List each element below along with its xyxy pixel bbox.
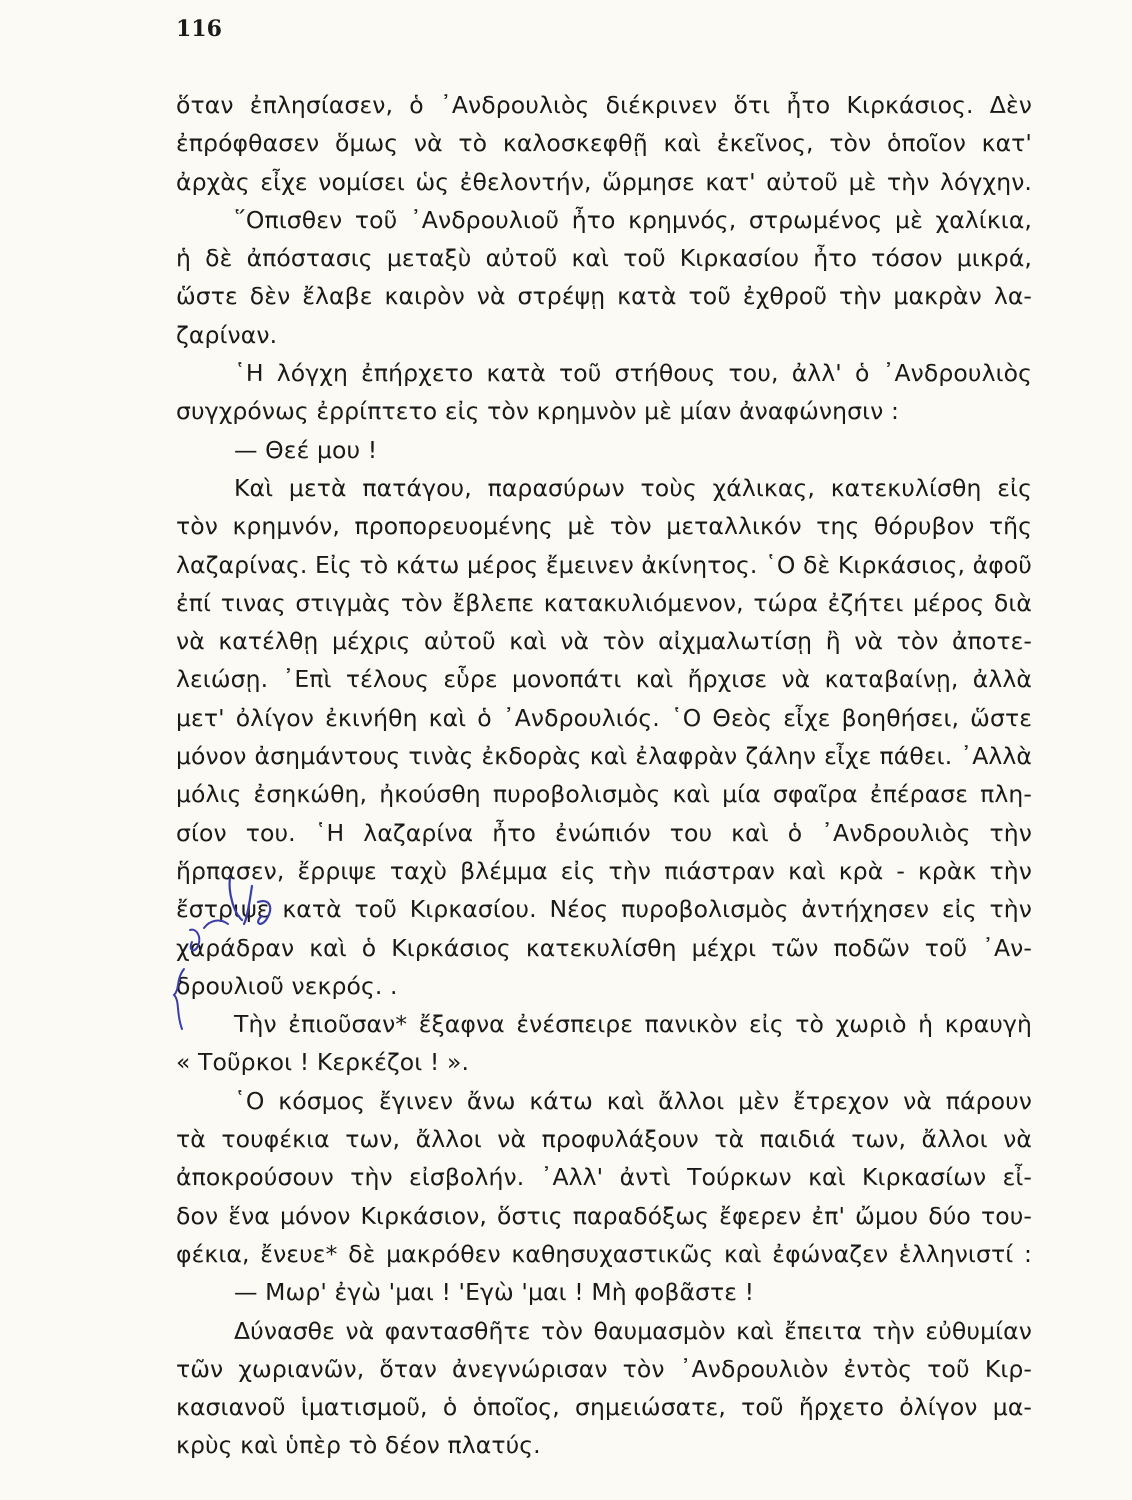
text-line: Τὴν ἐπιοῦσαν* ἔξαφνα ἐνέσπειρε πανικὸν εἰς τὸ χωριὸ ἡ κραυγὴ bbox=[234, 1010, 1032, 1039]
text-line: ῾Ο κόσμος ἔγινεν ἄνω κάτω καὶ ἄλλοι μὲν ἔτρεχον νὰ πάρουν bbox=[234, 1086, 1032, 1115]
text-line: κασιανοῦ ἱματισμοῦ, ὁ ὁποῖος, σημειώσατε, τοῦ ἤρχετο ὀλίγον μα- bbox=[176, 1393, 1032, 1422]
text-line: ἀρχὰς εἶχε νομίσει ὡς ἐθελοντήν, ὥρμησε κατ' αὐτοῦ μὲ τὴν λόγχην. bbox=[176, 167, 1032, 196]
text-line: δον ἕνα μόνον Κιρκάσιον, ὅστις παραδόξως ἔφερεν ἐπ' ὤμου δύο του- bbox=[176, 1201, 1032, 1230]
text-line: τῶν χωριανῶν, ὅταν ἀνεγνώρισαν τὸν ᾿Ανδρουλιὸν ἐντὸς τοῦ Κιρ- bbox=[176, 1354, 1032, 1383]
text-line: ἔστριψε κατὰ τοῦ Κιρκασίου. Νέος πυροβολισμὸς ἀντήχησεν εἰς τὴν bbox=[176, 895, 1032, 924]
text-line: χαράδραν καὶ ὁ Κιρκάσιος κατεκυλίσθη μέχρι τῶν ποδῶν τοῦ ᾿Αν- bbox=[176, 933, 1032, 962]
text-line: « Τοῦρκοι ! Κερκέζοι ! ». bbox=[176, 1048, 470, 1077]
text-line: μετ' ὀλίγον ἐκινήθη καὶ ὁ ᾿Ανδρουλιός. ῾Ο Θεὸς εἶχε βοηθήσει, ὥστε bbox=[176, 703, 1032, 732]
text-line: ῾Η λόγχη ἐπήρχετο κατὰ τοῦ στήθους του, ἀλλ' ὁ ᾿Ανδρουλιὸς bbox=[234, 359, 1032, 388]
text-line: κρὺς καὶ ὑπὲρ τὸ δέον πλατύς. bbox=[176, 1431, 541, 1460]
text-line: ῞Οπισθεν τοῦ ᾿Ανδρουλιοῦ ἦτο κρημνός, στρωμένος μὲ χαλίκια, bbox=[234, 205, 1032, 234]
text-line: λαζαρίνας. Εἰς τὸ κάτω μέρος ἔμεινεν ἀκίνητος. ῾Ο δὲ Κιρκάσιος, ἀφοῦ bbox=[176, 550, 1032, 579]
text-line: — Θεέ μου ! bbox=[234, 435, 378, 464]
text-line: Καὶ μετὰ πατάγου, παρασύρων τοὺς χάλικας, κατεκυλίσθη εἰς bbox=[234, 473, 1032, 502]
text-line: ἥρπασεν, ἔρριψε ταχὺ βλέμμα εἰς τὴν πιάστραν καὶ κρὰ - κρὰκ τὴν bbox=[176, 856, 1032, 885]
text-line: μόλις ἐσηκώθη, ἠκούσθη πυροβολισμὸς καὶ μία σφαῖρα ἐπέρασε πλη- bbox=[176, 780, 1032, 809]
text-line: ὅταν ἐπλησίασεν, ὁ ᾿Ανδρουλιὸς διέκρινεν ὅτι ἦτο Κιρκάσιος. Δὲν bbox=[176, 91, 1032, 119]
text-line: τὰ τουφέκια των, ἄλλοι νὰ προφυλάξουν τὰ παιδιά των, ἄλλοι νὰ bbox=[176, 1125, 1032, 1154]
text-line: νὰ κατέλθῃ μέχρις αὐτοῦ καὶ νὰ τὸν αἰχμαλωτίσῃ ἢ νὰ τὸν ἀποτε- bbox=[176, 627, 1032, 656]
text-line: συγχρόνως ἐρρίπτετο εἰς τὸν κρημνὸν μὲ μίαν ἀναφώνησιν : bbox=[176, 397, 899, 426]
page-number: 116 bbox=[176, 16, 222, 42]
text-line: ζαρίναν. bbox=[176, 320, 278, 349]
text-line: ἐπρόφθασεν ὅμως νὰ τὸ καλοσκεφθῇ καὶ ἐκεῖνος, τὸν ὁποῖον κατ' bbox=[176, 129, 1032, 158]
text-line: ἡ δὲ ἀπόστασις μεταξὺ αὐτοῦ καὶ τοῦ Κιρκασίου ἦτο τόσον μικρά, bbox=[176, 244, 1032, 273]
text-line: — Μωρ' ἐγὼ 'μαι ! 'Εγὼ 'μαι ! Μὴ φοβᾶστε ! bbox=[234, 1278, 755, 1307]
text-line: δρουλιοῦ νεκρός. . bbox=[176, 971, 398, 1000]
text-line: μόνον ἀσημάντους τινὰς ἐκδορὰς καὶ ἐλαφρὰν ζάλην εἶχε πάθει. ᾿Αλλὰ bbox=[176, 742, 1032, 771]
text-line: ἀποκρούσουν τὴν εἰσβολήν. ᾿Αλλ' ἀντὶ Τούρκων καὶ Κιρκασίων εἶ- bbox=[176, 1163, 1032, 1192]
text-line: λειώσῃ. ᾿Επὶ τέλους εὗρε μονοπάτι καὶ ἤρχισε νὰ καταβαίνῃ, ἀλλὰ bbox=[176, 665, 1032, 694]
text-line: φέκια, ἔνευε* δὲ μακρόθεν καθησυχαστικῶς καὶ ἐφώναζεν ἑλληνιστί : bbox=[176, 1239, 1032, 1268]
text-line: ὥστε δὲν ἔλαβε καιρὸν νὰ στρέψῃ κατὰ τοῦ ἐχθροῦ τὴν μακρὰν λα- bbox=[176, 282, 1032, 311]
body-text bbox=[176, 86, 1032, 1465]
text-line: ἐπί τινας στιγμὰς τὸν ἔβλεπε κατακυλιόμενον, τώρα ἐζήτει μέρος διὰ bbox=[176, 588, 1032, 617]
text-line: τὸν κρημνόν, προπορευομένης μὲ τὸν μεταλλικόν της θόρυβον τῆς bbox=[176, 512, 1032, 541]
text-line: Δύνασθε νὰ φαντασθῆτε τὸν θαυμασμὸν καὶ ἔπειτα τὴν εὐθυμίαν bbox=[234, 1316, 1032, 1345]
text-line: σίον του. ῾Η λαζαρίνα ἦτο ἐνώπιόν του καὶ ὁ ᾿Ανδρουλιὸς τὴν bbox=[176, 818, 1032, 847]
